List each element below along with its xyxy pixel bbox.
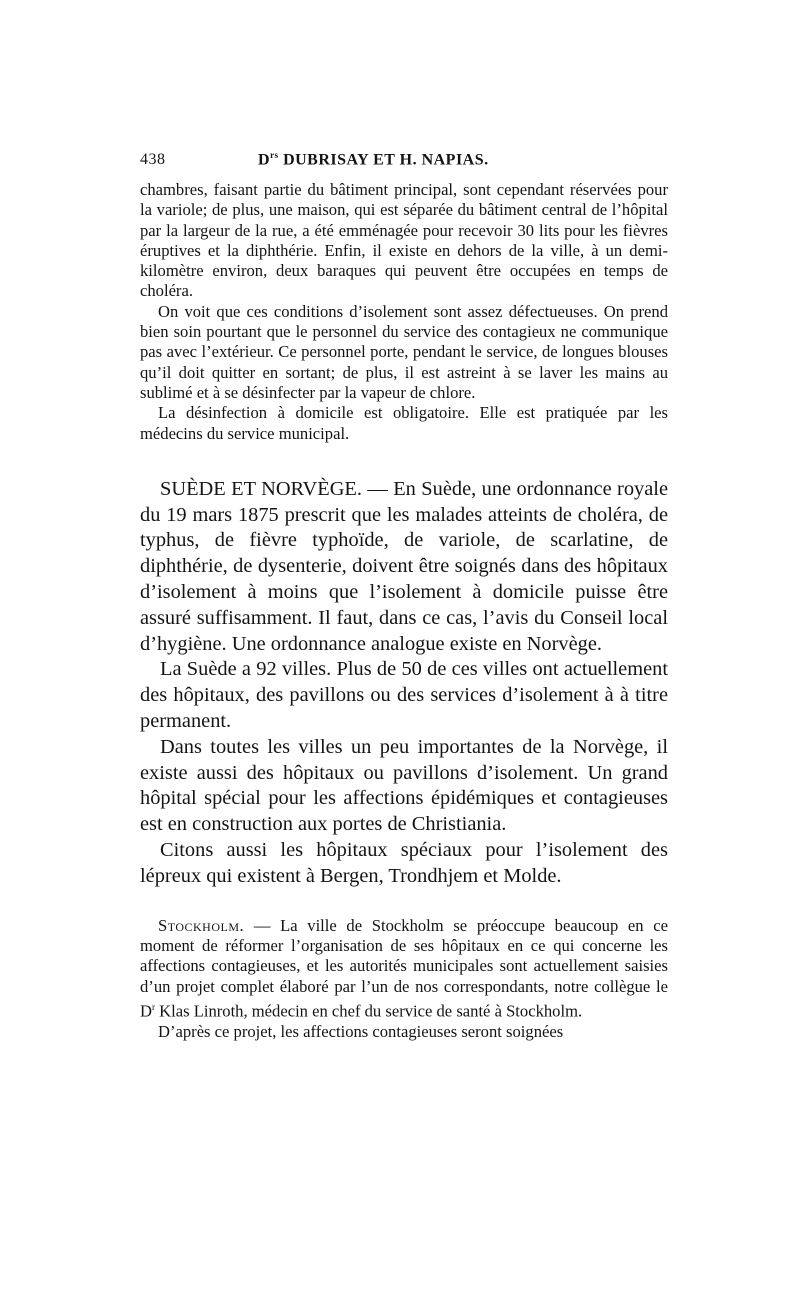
- section-heading-suede-norvege: SUÈDE ET NORVÈGE.: [160, 477, 362, 500]
- page-header: [140, 150, 668, 174]
- paragraph-projet: D’après ce projet, les affections contagieuses seront soignées: [158, 1021, 564, 1041]
- section-continuation: [140, 180, 668, 444]
- doctor-abbrev-sup: r: [151, 1001, 155, 1012]
- paragraph-isolement: On voit que ces conditions d’isolement sont assez défectueuses. On prend bien soin pourtant que le personnel du service des contagieux ne communique pas avec l’extérieur. Ce personnel porte, pendant le service, de longues blouses qu’il doit quitter en sortant; de plus, il est astreint à se laver les mains au sublimé et à se désinfecter par la vapeur de chlore.: [140, 301, 668, 402]
- section-heading-stockholm: Stockholm.: [158, 915, 245, 935]
- paragraph-stockholm-text-b: Klas Linroth, médecin en chef du service de santé à Stockholm.: [154, 1001, 583, 1021]
- paragraph-stockholm-text-a: — La ville de Stockholm se préoccupe beaucoup en ce moment de réformer l’organisation de ses hôpitaux en ce qui concerne les affections contagieuses, et les autorités municipales sont actuellement saisies d’un projet complet élaboré par l’un de nos correspondants, notre collègue le D: [140, 915, 668, 1021]
- section-stockholm: [140, 916, 668, 1042]
- paragraph-ordonnance-text: — En Suède, une ordonnance royale du 19 mars 1875 prescrit que les malades atteints de choléra, de typhus, de fièvre typhoïde, de variole, de scarlatine, de diphthérie, de dysenterie, doivent être soignés dans des hôpitaux d’isolement à moins que l’isolement à domicile puisse être assuré suffisamment. Il faut, dans ce cas, l’avis du Conseil local d’hygiène. Une ordonnance analogue existe en Norvège.: [140, 477, 668, 655]
- paragraph-ordonnance: [140, 477, 668, 658]
- book-page: [140, 150, 668, 1042]
- running-head-sup: rs: [270, 150, 279, 160]
- running-head: [258, 150, 489, 169]
- paragraph-villes: La Suède a 92 villes. Plus de 50 de ces villes ont actuellement des hôpitaux, des pavillons ou des services d’isolement à à titre permanent.: [140, 658, 668, 733]
- section-suede-norvege: [140, 477, 668, 890]
- paragraph-desinfection: La désinfection à domicile est obligatoire. Elle est pratiquée par les médecins du service municipal.: [140, 403, 668, 443]
- paragraph-chambres: chambres, faisant partie du bâtiment principal, sont cependant réservées pour la variole; de plus, une maison, qui est séparée du bâtiment central de l’hôpital par la largeur de la rue, a été emménagée pour recevoir 30 lits pour les fièvres éruptives et la diphthérie. Enfin, il existe en dehors de la ville, à un demi-kilomètre environ, deux baraques qui peuvent être occupées en temps de choléra.: [140, 180, 668, 301]
- paragraph-lepreux: Citons aussi les hôpitaux spéciaux pour l’isolement des lépreux qui existent à Bergen, Trondhjem et Molde.: [140, 839, 668, 887]
- paragraph-norvege: Dans toutes les villes un peu importantes de la Norvège, il existe aussi des hôpitaux ou pavillons d’isolement. Un grand hôpital spécial pour les affections épidémiques et contagieuses est en construction aux portes de Christiania.: [140, 735, 668, 836]
- running-head-prefix: D: [258, 151, 271, 169]
- page-number: 438: [140, 151, 166, 169]
- running-head-authors: DUBRISAY ET H. NAPIAS.: [283, 151, 489, 169]
- paragraph-stockholm: [140, 916, 668, 1022]
